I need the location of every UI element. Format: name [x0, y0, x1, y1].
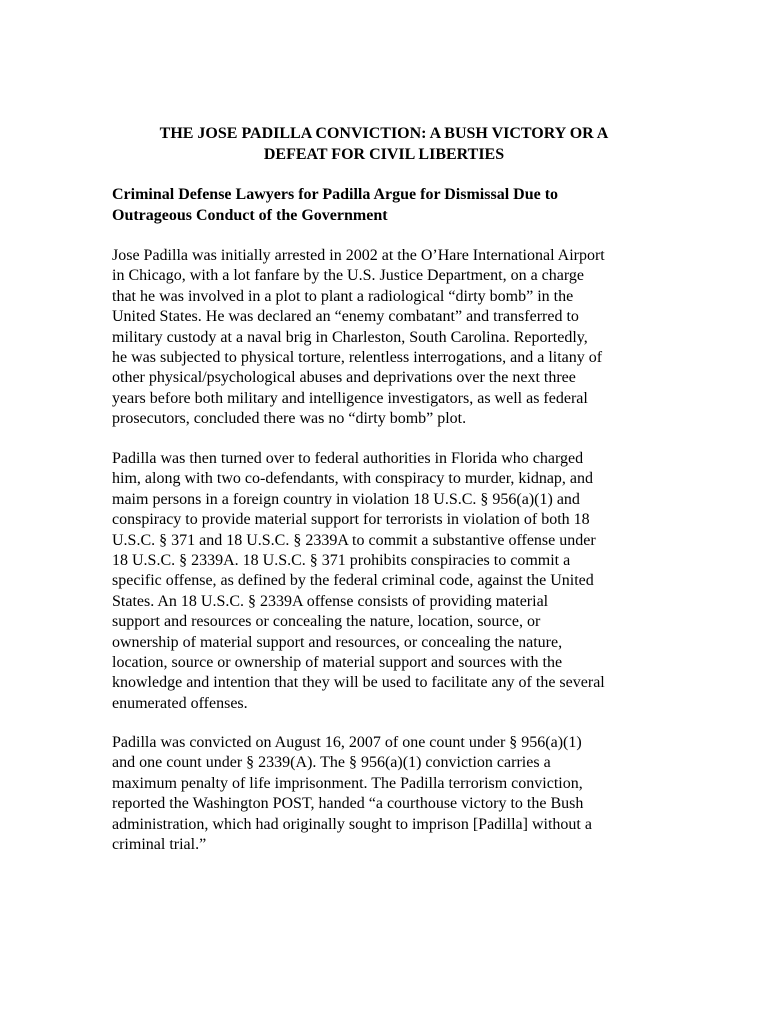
- text-line: conspiracy to provide material support for terrorists in violation of both 18: [112, 511, 590, 529]
- text-line: United States. He was declared an “enemy combatant” and transferred to: [112, 308, 579, 326]
- subtitle-line: Outrageous Conduct of the Government: [112, 206, 388, 224]
- text-line: Jose Padilla was initially arrested in 2002 at the O’Hare International Airport: [112, 247, 605, 264]
- text-line: maim persons in a foreign country in violation 18 U.S.C. § 956(a)(1) and: [112, 490, 580, 508]
- text-line: U.S.C. § 371 and 18 U.S.C. § 2339A to commit a substantive offense under: [112, 531, 596, 549]
- text-line: years before both military and intelligence investigators, as well as federal: [112, 389, 588, 407]
- text-line: 18 U.S.C. § 2339A. 18 U.S.C. § 371 prohibits conspiracies to commit a: [112, 552, 571, 570]
- text-line: specific offense, as defined by the federal criminal code, against the United: [112, 572, 594, 590]
- text-line: location, source or ownership of material support and sources with the: [112, 654, 563, 672]
- text-line: that he was involved in a plot to plant a radiological “dirty bomb” in the: [112, 287, 574, 305]
- text-line: criminal trial.”: [112, 836, 207, 854]
- text-line: support and resources or concealing the nature, location, source, or: [112, 613, 541, 631]
- text-line: he was subjected to physical torture, relentless interrogations, and a litany of: [112, 349, 603, 367]
- subtitle-line: Criminal Defense Lawyers for Padilla Argue for Dismissal Due to: [112, 186, 559, 203]
- title-line: DEFEAT FOR CIVIL LIBERTIES: [263, 145, 505, 163]
- text-line: prosecutors, concluded there was no “dirty bomb” plot.: [112, 410, 467, 428]
- document-title: [100, 124, 668, 165]
- text-line: in Chicago, with a lot fanfare by the U.S. Justice Department, on a charge: [112, 267, 585, 285]
- text-line: enumerated offenses.: [112, 694, 248, 712]
- text-line: States. An 18 U.S.C. § 2339A offense consists of providing material: [112, 592, 549, 610]
- text-line: military custody at a naval brig in Charleston, South Carolina. Reportedly,: [112, 328, 588, 346]
- paragraph-arrest: [112, 246, 672, 430]
- paragraph-conviction: [112, 733, 672, 855]
- text-line: and one count under § 2339(A). The § 956(a)(1) conviction carries a: [112, 754, 551, 772]
- text-line: other physical/psychological abuses and deprivations over the next three: [112, 369, 576, 387]
- title-line: THE JOSE PADILLA CONVICTION: A BUSH VICTORY OR A: [159, 125, 609, 142]
- text-line: ownership of material support and resources, or concealing the nature,: [112, 633, 563, 651]
- text-line: administration, which had originally sought to imprison [Padilla] without a: [112, 815, 592, 833]
- paragraph-charges: [112, 449, 672, 714]
- text-line: Padilla was convicted on August 16, 2007 of one count under § 956(a)(1): [112, 734, 582, 751]
- text-line: reported the Washington POST, handed “a courthouse victory to the Bush: [112, 795, 584, 813]
- text-line: knowledge and intention that they will be used to facilitate any of the several: [112, 674, 605, 692]
- document-subtitle: [112, 185, 672, 226]
- text-line: maximum penalty of life imprisonment. The Padilla terrorism conviction,: [112, 774, 583, 792]
- text-line: Padilla was then turned over to federal authorities in Florida who charged: [112, 450, 584, 467]
- text-line: him, along with two co-defendants, with conspiracy to murder, kidnap, and: [112, 470, 594, 488]
